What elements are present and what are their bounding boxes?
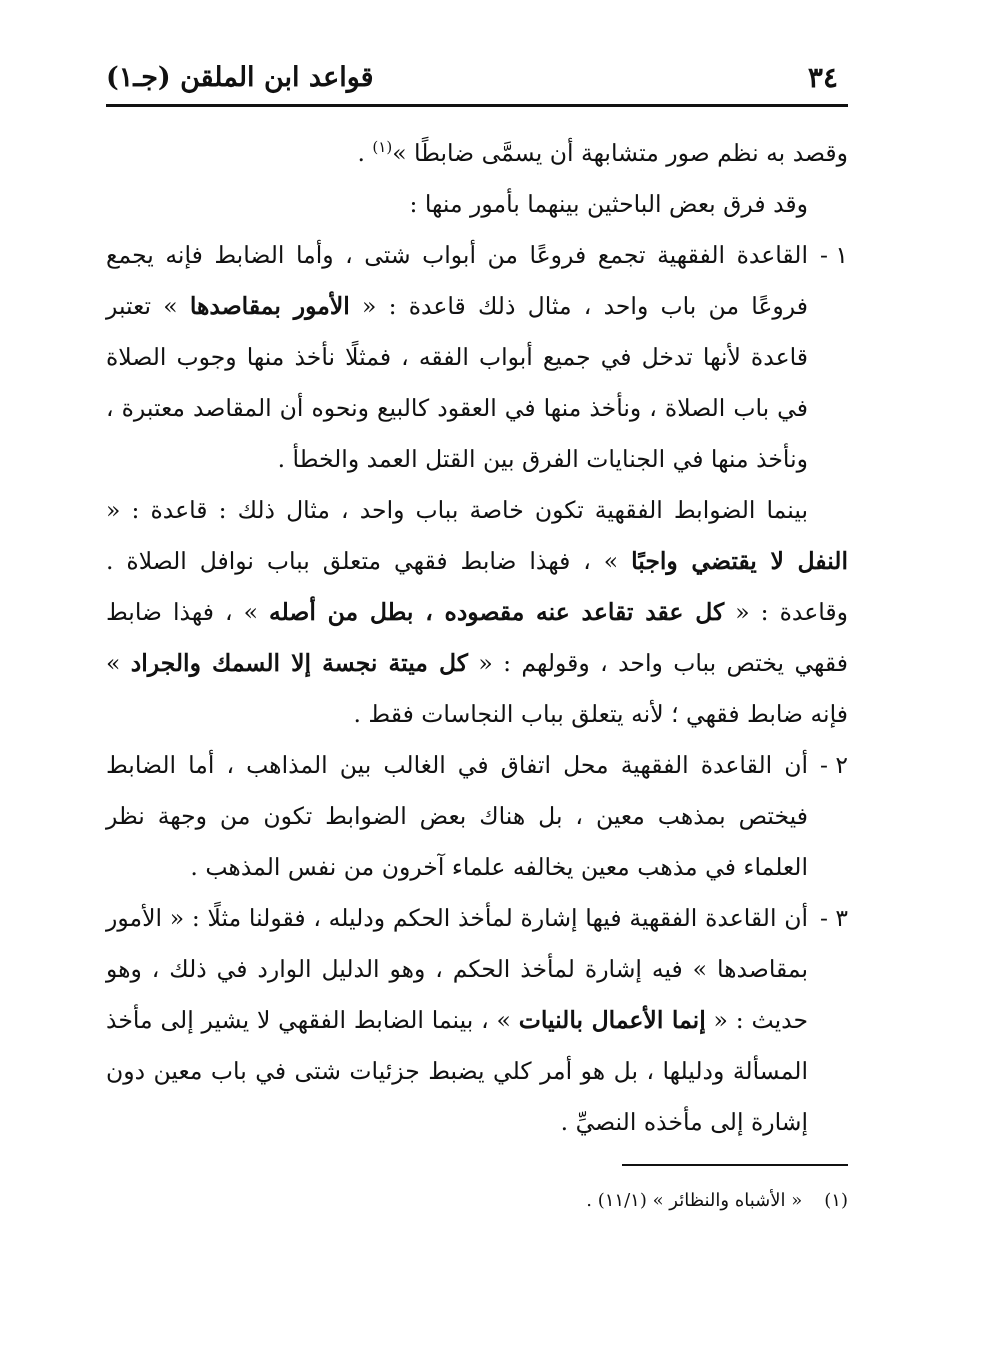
page-header — [106, 58, 848, 102]
header-rule — [106, 104, 848, 107]
list-item-text: » ، بينما الضابط الفقهي لا يشير إلى مأخذ المسألة ودليلها ، بل هو أمر كلي يضبط جزئيات شتى في باب معين دون إشارة إلى مأخذه النصيِّ . — [106, 1006, 808, 1136]
list-item-text: » تعتبر قاعدة لأنها تدخل في جميع أبواب الفقه ، فمثلًا نأخذ منها وجوب الصلاة في باب الصلاة ، ونأخذ منها في العقود كالبيع ونحوه أن المقاصد معتبرة ، ونأخذ منها في الجنايات الفرق بين القتل العمد والخطأ . — [106, 292, 808, 473]
footnote-text: « الأشباه والنظائر » (١١/١) . — [586, 1190, 803, 1211]
footnote-rule — [622, 1164, 848, 1166]
footnote — [148, 1186, 848, 1216]
paragraph-text: وقصد به نظم صور متشابهة أن يسمَّى ضابطًا » — [392, 139, 848, 167]
paragraph-text: بينما الضوابط الفقهية تكون خاصة بباب واحد ، مثال ذلك : قاعدة : « — [106, 496, 808, 524]
bold-phrase: النفل لا يقتضي واجبًا — [631, 547, 848, 575]
page-number: ٣٤ — [807, 61, 838, 94]
paragraph-text: » فإنه ضابط فقهي ؛ لأنه يتعلق بباب النجاسات فقط . — [106, 649, 848, 728]
running-title: قواعد ابن الملقن (جـ١) — [106, 62, 374, 93]
list-item-number: ٣ - — [819, 904, 848, 932]
paragraph-dawabit — [106, 485, 848, 740]
paragraph-end: . — [357, 139, 373, 167]
list-item-number: ١ - — [819, 241, 848, 269]
list-item-1 — [106, 230, 848, 485]
list-item-text: القاعدة الفقهية تجمع فروعًا من أبواب شتى ، وأما الضابط فإنه يجمع فروعًا من باب واحد ، مثال ذلك قاعدة : « — [106, 241, 808, 320]
bold-phrase: الأمور بمقاصدها — [189, 292, 350, 320]
paragraph-text: » ، فهذا ضابط فقهي يختص بباب واحد ، وقولهم : « — [106, 598, 848, 677]
footnote-reference: (١) — [372, 138, 393, 157]
footnote-number: (١) — [824, 1190, 848, 1211]
list-item-number: ٢ - — [819, 751, 848, 779]
paragraph-intro — [106, 128, 848, 179]
bold-phrase: كل عقد تقاعد عنه مقصوده ، بطل من أصله — [269, 598, 725, 626]
paragraph-text: » ، فهذا ضابط فقهي متعلق بباب نوافل الصلاة . وقاعدة : « — [106, 547, 849, 626]
main-text — [106, 128, 848, 1148]
list-item-2 — [106, 740, 848, 893]
bold-phrase: إنما الأعمال بالنيات — [518, 1006, 706, 1034]
list-item-text: أن القاعدة الفقهية محل اتفاق في الغالب بين المذاهب ، أما الضابط فيختص بمذهب معين ، بل هناك بعض الضوابط تكون من وجهة نظر العلماء في مذهب معين يخالفه علماء آخرون من نفس المذهب . — [106, 751, 808, 881]
bold-phrase: كل ميتة نجسة إلا السمك والجراد — [130, 649, 468, 677]
paragraph-differences: وقد فرق بعض الباحثين بينهما بأمور منها : — [409, 190, 808, 218]
list-item-3 — [106, 893, 848, 1148]
list-item-text: أن القاعدة الفقهية فيها إشارة لمأخذ الحكم ودليله ، فقولنا مثلًا : « الأمور بمقاصدها » فيه إشارة لمأخذ الحكم ، وهو الدليل الوارد في ذلك ، وهو حديث : « — [106, 904, 808, 1034]
